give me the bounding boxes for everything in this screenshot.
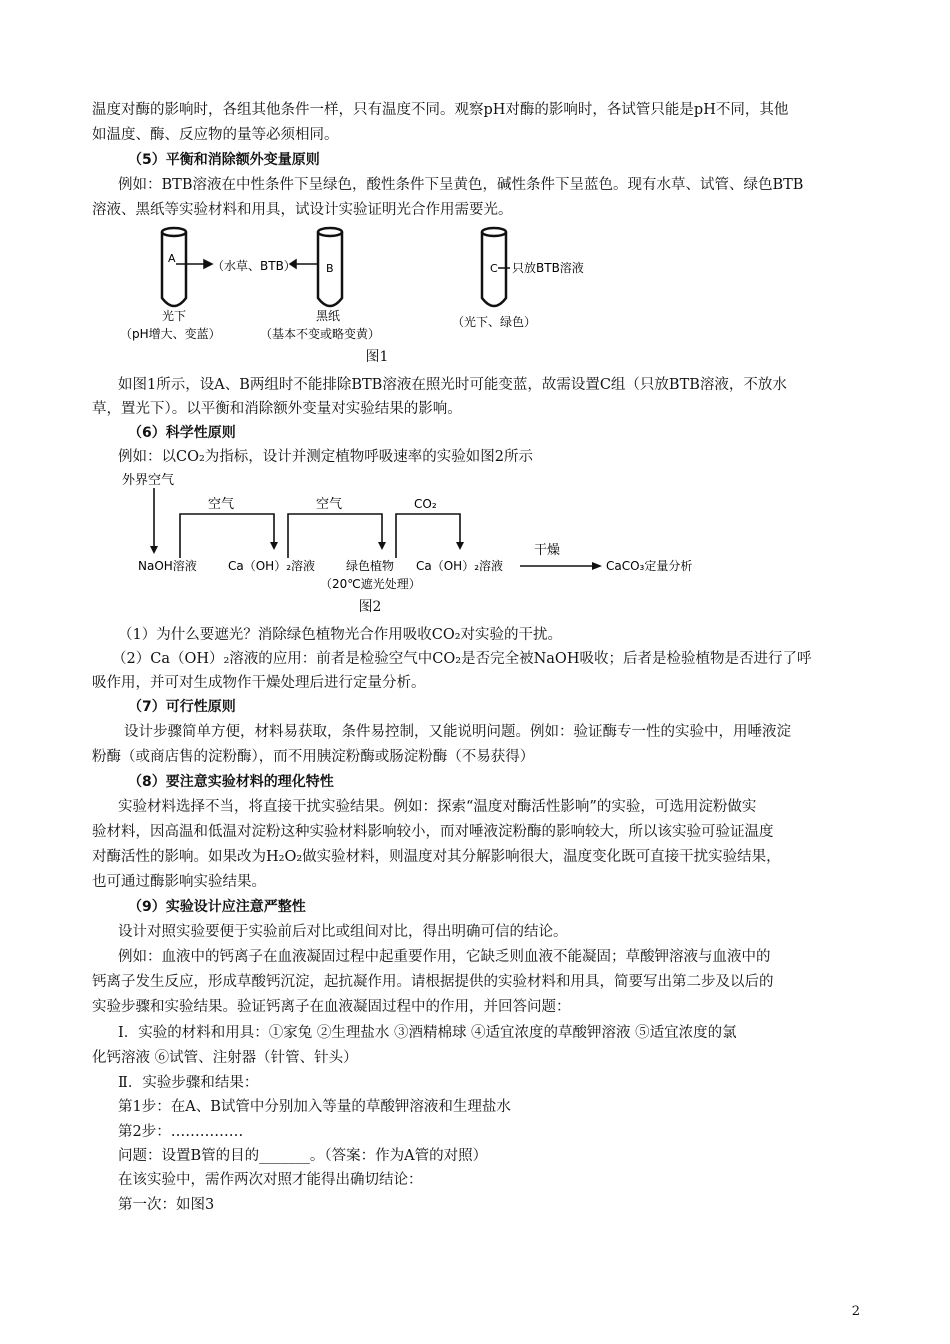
- caoh2-label-1: Ca（OH）₂溶液: [228, 559, 316, 573]
- green-plant-label: 绿色植物: [346, 559, 395, 573]
- condition-label: （20℃遮光处理）: [320, 577, 421, 591]
- section-heading-8: （8）要注意实验材料的理化特性: [128, 774, 334, 790]
- figure-1-caption: 图1: [365, 349, 389, 365]
- figure-1-diagram: [120, 220, 640, 345]
- paragraph-line: 第1步：在A、B试管中分别加入等量的草酸钾溶液和生理盐水: [118, 1099, 511, 1115]
- tube-c-label: C: [490, 262, 498, 275]
- caoh2-label-2: Ca（OH）₂溶液: [416, 559, 504, 573]
- naoh-label: NaOH溶液: [138, 559, 197, 573]
- tube-c-contents: 只放BTB溶液: [512, 261, 584, 275]
- air-label-1: 空气: [208, 497, 235, 512]
- figure-2-diagram: [118, 470, 738, 594]
- paragraph-line: 第2步：……………: [118, 1124, 244, 1140]
- tube-b-label: B: [326, 262, 334, 275]
- tube-a-result: （pH增大、变蓝）: [120, 327, 221, 341]
- tube-c-result: （光下、绿色）: [452, 315, 537, 329]
- section-heading-6: （6）科学性原则: [128, 425, 236, 441]
- paragraph-line: 实验材料选择不当，将直接干扰实验结果。例如：探索“温度对酶活性影响”的实验，可选用淀粉做实: [118, 799, 757, 815]
- tube-b-result: （基本不变或略变黄）: [260, 327, 381, 341]
- co2-label: CO₂: [414, 497, 437, 511]
- paragraph-line: 第一次：如图3: [118, 1197, 215, 1213]
- paragraph-line: 溶液、黑纸等实验材料和用具，试设计实验证明光合作用需要光。: [92, 202, 513, 218]
- paragraph-line: 例如：以CO₂为指标，设计并测定植物呼吸速率的实验如图2所示: [118, 449, 534, 465]
- page-number: 2: [851, 1304, 860, 1319]
- paragraph-line: 如温度、酶、反应物的量等必须相同。: [92, 127, 339, 143]
- paragraph-line: 例如：BTB溶液在中性条件下呈绿色，酸性条件下呈黄色，碱性条件下呈蓝色。现有水草、试管、绿色BTB: [118, 177, 804, 193]
- tube-b-condition: 黑纸: [316, 309, 341, 323]
- section-heading-5: （5）平衡和消除额外变量原则: [128, 152, 320, 168]
- dry-label: 干燥: [534, 543, 561, 558]
- section-heading-7: （7）可行性原则: [128, 699, 236, 715]
- tube-ab-contents: （水草、BTB）: [212, 259, 296, 273]
- paragraph-line: （2）Ca（OH）₂溶液的应用：前者是检验空气中CO₂是否完全被NaOH吸收；后者是检验植物是否进行了呼: [112, 651, 812, 667]
- paragraph-line: 也可通过酶影响实验结果。: [92, 874, 266, 890]
- paragraph-line: （1）为什么要遮光？消除绿色植物光合作用吸收CO₂对实验的干扰。: [118, 627, 563, 643]
- paragraph-line: 验材料，因高温和低温对淀粉这种实验材料影响较小，而对唾液淀粉酶的影响较大，所以该实验可验证温度: [92, 824, 774, 840]
- section-heading-9: （9）实验设计应注意严整性: [128, 899, 306, 915]
- paragraph-line: 钙离子发生反应，形成草酸钙沉淀，起抗凝作用。请根据提供的实验材料和用具，简要写出第二步及以后的: [92, 974, 774, 990]
- paragraph-line: 如图1所示，设A、B两组时不能排除BTB溶液在照光时可能变蓝，故需设置C组（只放BTB溶液，不放水: [118, 377, 787, 393]
- outside-air-label: 外界空气: [122, 473, 175, 488]
- paragraph-line: 设计对照实验要便于实验前后对比或组间对比，得出明确可信的结论。: [118, 924, 568, 940]
- paragraph-line: 草，置光下）。以平衡和消除额外变量对实验结果的影响。: [92, 401, 462, 417]
- paragraph-line: 实验步骤和实验结果。验证钙离子在血液凝固过程中的作用，并回答问题：: [92, 999, 571, 1015]
- paragraph-line: 温度对酶的影响时，各组其他条件一样，只有温度不同。观察pH对酶的影响时，各试管只能是pH不同，其他: [92, 102, 789, 118]
- paragraph-line: Ⅱ．实验步骤和结果：: [118, 1075, 259, 1091]
- tube-a-condition: 光下: [162, 309, 187, 323]
- paragraph-line: 在该实验中，需作两次对照才能得出确切结论：: [118, 1172, 423, 1188]
- paragraph-line: 例如：血液中的钙离子在血液凝固过程中起重要作用，它缺乏则血液不能凝固；草酸钾溶液与血液中的: [118, 949, 771, 965]
- figure-2-caption: 图2: [358, 599, 382, 615]
- caco3-label: CaCO₃定量分析: [606, 559, 693, 573]
- paragraph-line: 设计步骤简单方便，材料易获取，条件易控制，又能说明问题。例如：验证酶专一性的实验中，用唾液淀: [124, 724, 791, 740]
- tube-a-label: A: [168, 252, 176, 265]
- paragraph-line: 问题：设置B管的目的_______。（答案：作为A管的对照）: [118, 1148, 488, 1164]
- paragraph-line: Ⅰ．实验的材料和用具：①家兔 ②生理盐水 ③酒精棉球 ④适宜浓度的草酸钾溶液 ⑤适宜浓度的氯: [118, 1025, 737, 1041]
- paragraph-line: 吸作用，并可对生成物作干燥处理后进行定量分析。: [92, 675, 426, 691]
- paragraph-line: 对酶活性的影响。如果改为H₂O₂做实验材料，则温度对其分解影响很大，温度变化既可直接干扰实验结果，: [92, 849, 781, 865]
- air-label-2: 空气: [316, 497, 343, 512]
- paragraph-line: 粉酶（或商店售的淀粉酶），而不用胰淀粉酶或肠淀粉酶（不易获得）: [92, 749, 535, 765]
- paragraph-line: 化钙溶液 ⑥试管、注射器（针管、针头）: [92, 1050, 358, 1066]
